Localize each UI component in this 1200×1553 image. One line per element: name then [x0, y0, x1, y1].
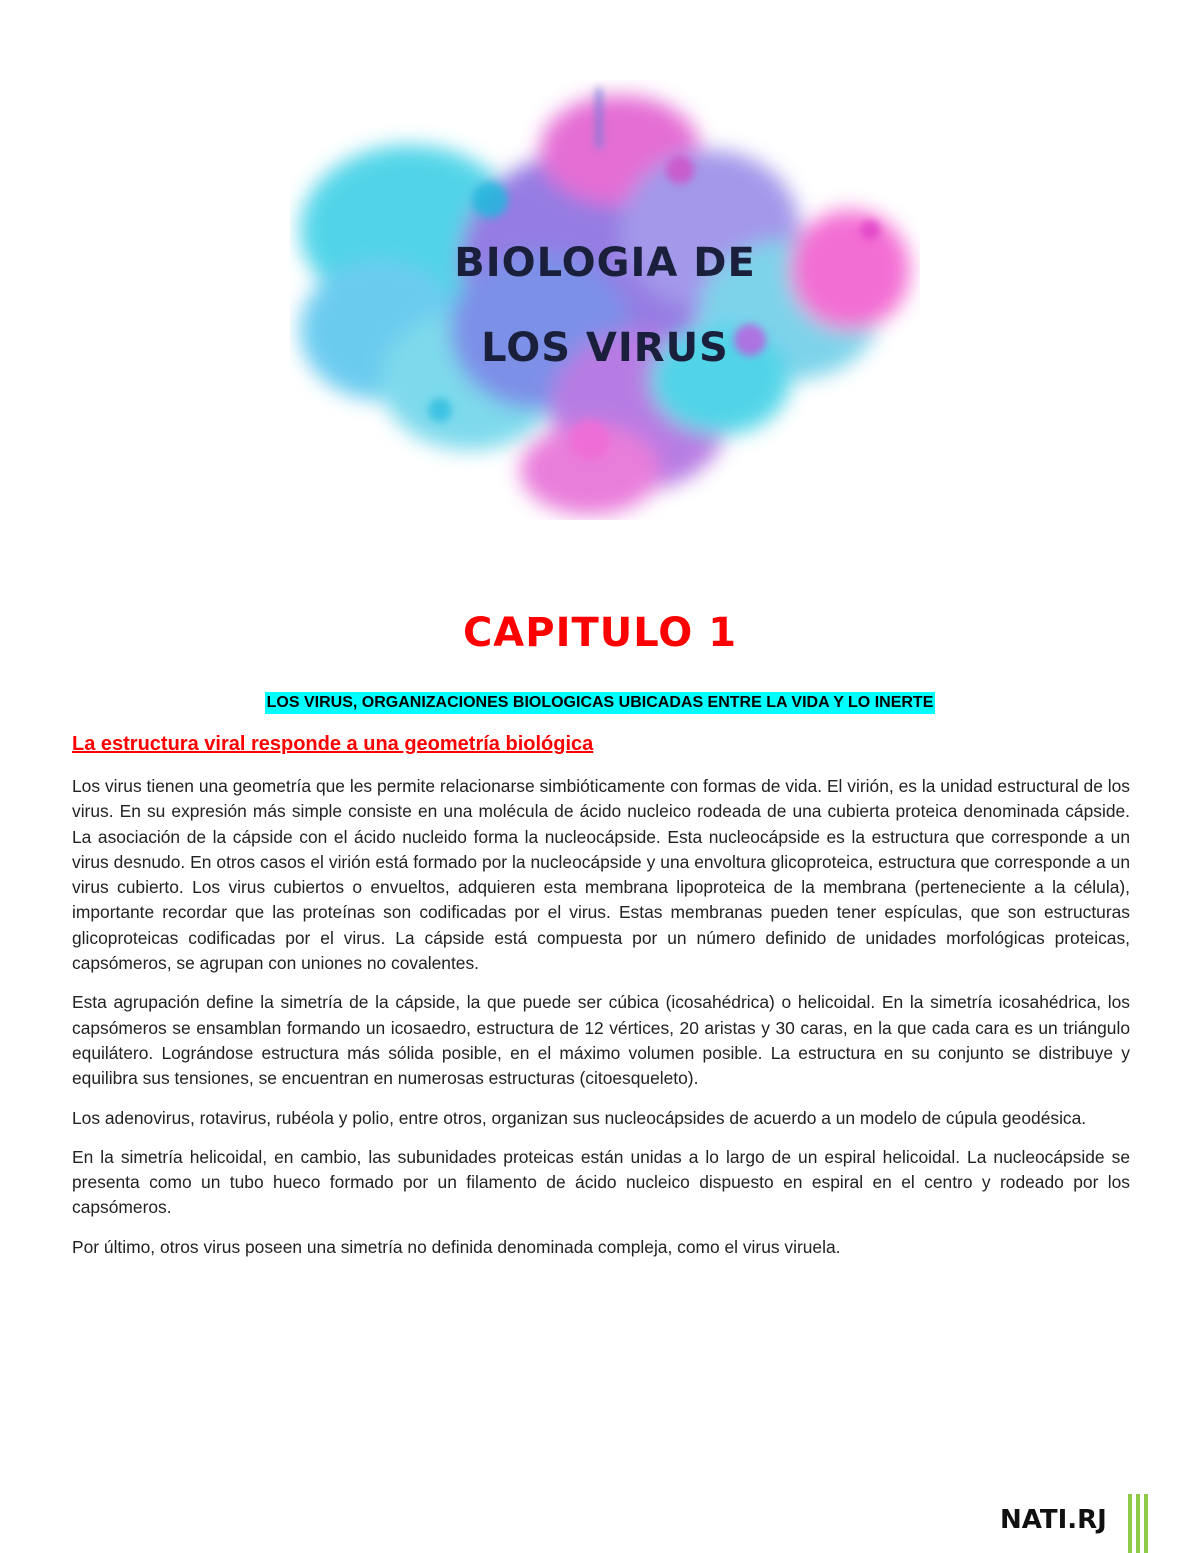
chapter-title: CAPITULO 1 [462, 610, 738, 656]
subtitle-container [0, 692, 1200, 714]
paragraph: Por último, otros virus poseen una simetría no definida denominada compleja, como el virus viruela. [72, 1236, 841, 1257]
paragraph: Los adenovirus, rotavirus, rubéola y polio, entre otros, organizan sus nucleocápsides de acuerdo a un modelo de cúpula geodésica. [72, 1107, 1087, 1128]
paragraph: En la simetría helicoidal, en cambio, las subunidades proteicas están unidas a lo largo de un espiral helicoidal. La nucleocápside se presenta como un tubo hueco formado por un filamento de ácido nucleico dispuesto en espiral en el centro y rodeado por los capsómeros. [72, 1146, 1130, 1218]
paragraph: Los virus tienen una geometría que les permite relacionarse simbióticamente con formas de vida. El virión, es la unidad estructural de los virus. En su expresión más simple consiste en una molécula de ácido nucleico rodeada de una cubierta proteica denominada cápside. La asociación de la cápside con el ácido nucleido forma la nucleocápside. Esta nucleocápside es la estructura que corresponde a un virus desnudo. En otros casos el virión está formado por la nucleocápside y una envoltura glicoproteica, estructura que corresponde a un virus cubierto. Los virus cubiertos o envueltos, adquieren esta membrana lipoproteica de la membrana (perteneciente a la célula), importante recordar que las proteínas son codificadas por el virus. Estas membranas pueden tener espículas, que son estructuras glicoproteicas codificadas por el virus. La cápside está compuesta por un número definido de unidades morfológicas proteicas, capsómeros, se agrupan con uniones no covalentes. [72, 776, 1130, 974]
decorative-bar [1128, 1494, 1132, 1553]
cover-title-line2: LOS VIRUS [481, 325, 729, 371]
cover-title-line1: BIOLOGIA DE [454, 240, 756, 286]
highlighted-subtitle: LOS VIRUS, ORGANIZACIONES BIOLOGICAS UBICADAS ENTRE LA VIDA Y LO INERTE [265, 692, 936, 714]
decorative-bar [1144, 1494, 1148, 1553]
author-signature: NATI.RJ [1000, 1505, 1107, 1535]
body-text [72, 774, 1130, 1274]
decorative-bar [1136, 1494, 1140, 1553]
watercolor-splash-art [290, 80, 920, 520]
watercolor-cover [290, 80, 920, 520]
section-heading: La estructura viral responde a una geometría biológica [72, 733, 594, 755]
paragraph: Esta agrupación define la simetría de la cápside, la que puede ser cúbica (icosahédrica) o helicoidal. En la simetría icosahédrica, los capsómeros se ensamblan formando un icosaedro, estructura de 12 vértices, 20 aristas y 30 caras, en la que cada cara es un triángulo equilátero. Lográndose estructura más sólida posible, en el máximo volumen posible. La estructura en su conjunto se distribuye y equilibra sus tensiones, se encuentran en numerosas estructuras (citoesqueleto). [72, 992, 1130, 1089]
